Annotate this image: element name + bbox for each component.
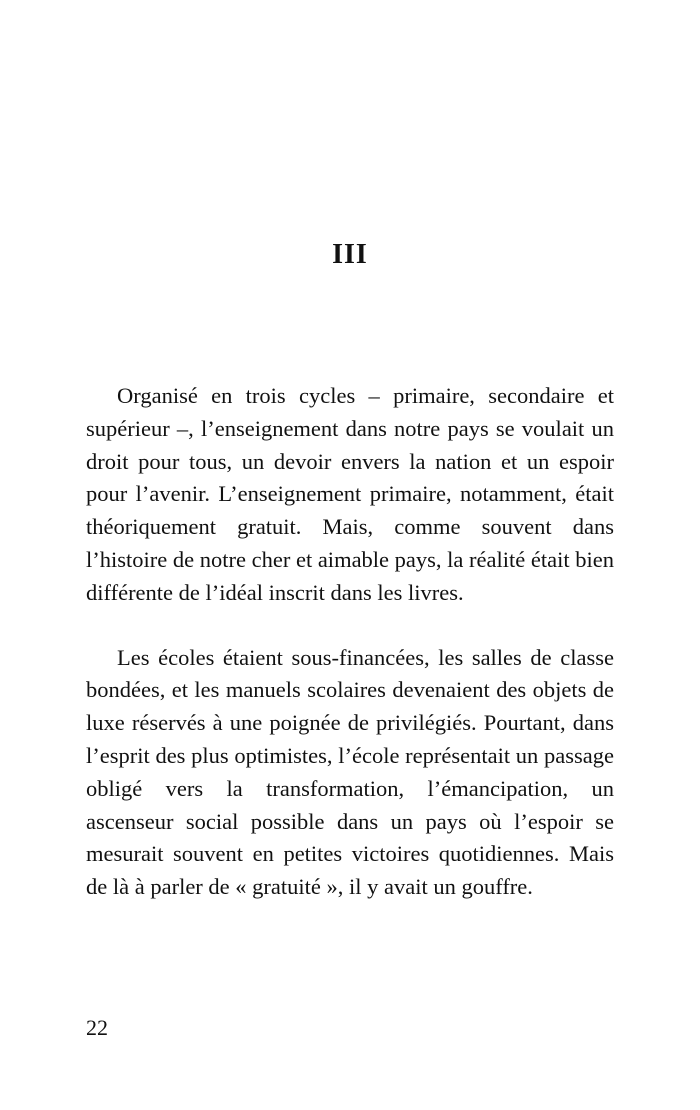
chapter-body bbox=[86, 380, 614, 904]
paragraph-2: Les écoles étaient sous-financées, les salles de classe bondées, et les manuels scolaires devenaient des objets de luxe réservés à une poignée de privilégiés. Pourtant, dans l’esprit des plus optimistes, l’école représentait un passage obligé vers la transformation, l’émancipation, un ascenseur social possible dans un pays où l’espoir se mesurait souvent en petites victoires quotidiennes. Mais de là à parler de « gratuité », il y avait un gouffre. bbox=[86, 644, 614, 900]
chapter-heading: III bbox=[332, 238, 368, 270]
page-number: 22 bbox=[86, 1015, 108, 1040]
paragraph-1: Organisé en trois cycles – primaire, secondaire et supérieur –, l’enseignement dans notre pays se voulait un droit pour tous, un devoir envers la nation et un espoir pour l’avenir. L’enseignement primaire, notamment, était théoriquement gratuit. Mais, comme souvent dans l’histoire de notre cher et aimable pays, la réalité était bien différente de l’idéal inscrit dans les livres. bbox=[86, 383, 614, 605]
